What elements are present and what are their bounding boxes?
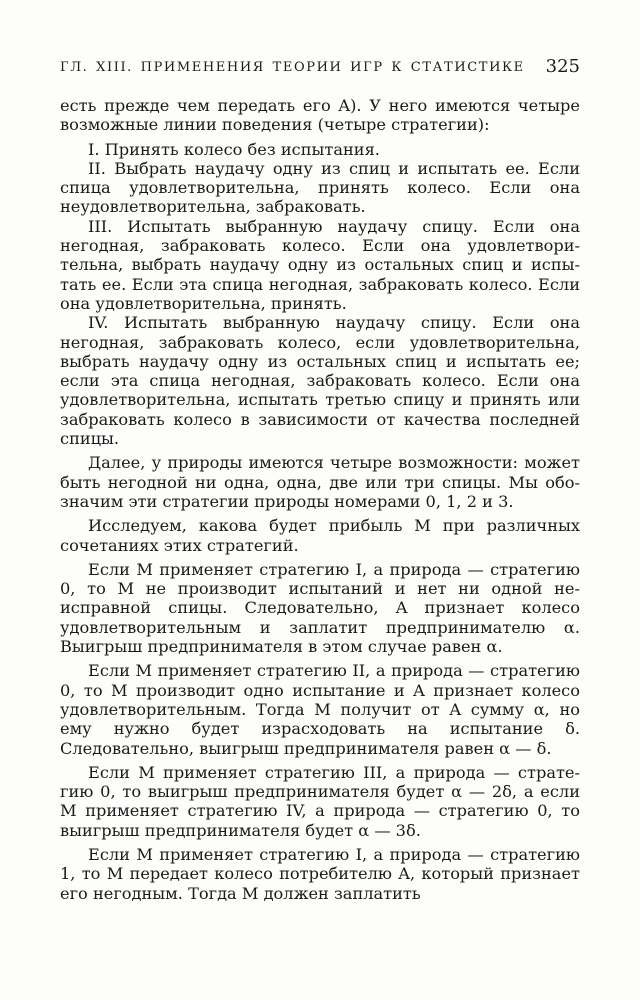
paragraph: Если M применяет стратегию II, а природа — стратегию 0, то M производит одно испытание и A признает колесо удовлетворительным. Тогда M получит от A сумму α, но ему нужно будет израсходовать на испытание δ. Следовательно, выигрыш предпринимателя равен α — δ. [60,661,580,758]
page-header [60,56,580,82]
running-title: ГЛ. XIII. ПРИМЕНЕНИЯ ТЕОРИИ ИГР К СТАТИСТИКЕ [60,60,525,75]
paragraph: есть прежде чем передать его A). У него имеются четыре возможные линии поведения (четыре стратегии): [60,96,580,135]
paragraph: II. Выбрать наудачу одну из спиц и испытать ее. Если спица удовлетворительна, принять колесо. Если она неудовлетворительна, забраковать. [60,158,580,217]
page-number: 325 [545,56,580,77]
paragraph: Далее, у природы имеются четыре возможности: может быть негодной ни одна, одна, две или три спицы. Мы обозначим эти стратегии природы номерами 0, 1, 2 и 3. [60,453,580,511]
paragraph: Если M применяет стратегию I, а природа — стратегию 0, то M не производит испытаний и нет ни одной неисправной спицы. Следовательно, A признает колесо удовлетворительным и заплатит предпринимателю α. Выигрыш предпринимателя в этом случае равен α. [60,559,580,657]
paragraph: Исследуем, какова будет прибыль M при различных сочетаниях этих стратегий. [60,516,580,555]
paragraph: Если M применяет стратегию III, а природа — стратегию 0, то выигрыш предпринимателя будет α — 2δ, а если M применяет стратегию IV, а природа — стратегию 0, то выигрыш предпринимателя будет α — 3δ. [60,762,580,840]
body-text [60,96,580,908]
paragraph: IV. Испытать выбранную наудачу спицу. Если она негодная, забраковать колесо, если удовлетворительна, выбрать наудачу одну из остальных спиц и испытать ее; если эта спица негодная, забраковать колесо. Если она удовлетворительна, испытать третью спицу и принять или забраковать колесо в зависимости от качества последней спицы. [60,313,580,449]
paragraph: III. Испытать выбранную наудачу спицу. Если она негодная, забраковать колесо. Если она удовлетворительна, выбрать наудачу одну из остальных спиц и испытать ее. Если эта спица негодная, забраковать колесо. Если она удовлетворительна, принять. [60,216,580,313]
paragraph: I. Принять колесо без испытания. [88,139,380,159]
paragraph: Если M применяет стратегию I, а природа — стратегию 1, то M передает колесо потребителю A, который признает его негодным. Тогда M должен заплатить [60,844,580,903]
